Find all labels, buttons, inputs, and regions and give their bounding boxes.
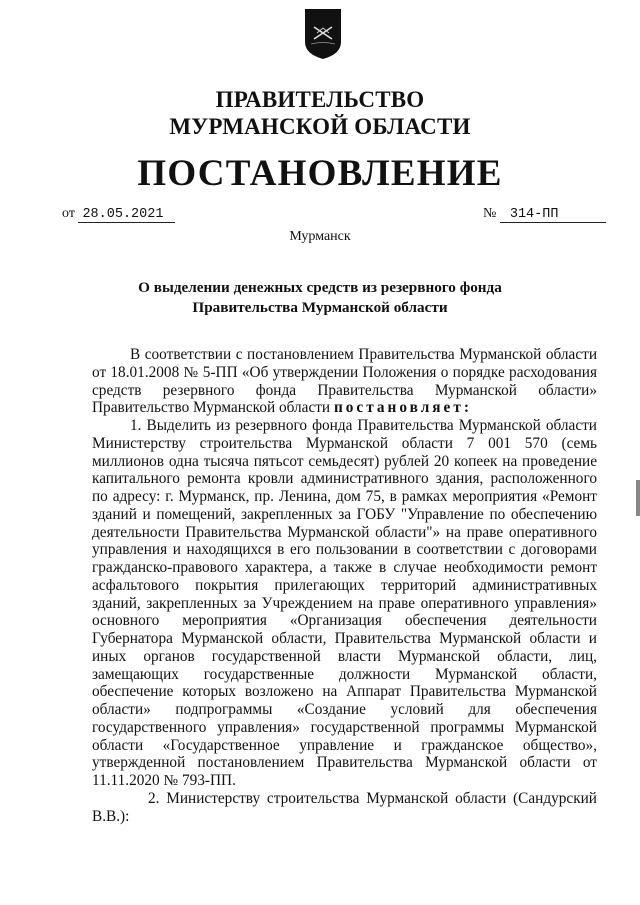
issuing-authority xyxy=(0,86,640,140)
coat-of-arms-emblem xyxy=(303,6,343,60)
preamble-paragraph xyxy=(92,346,597,417)
subject-line-2: Правительства Мурманской области xyxy=(192,299,448,316)
date-prefix: от xyxy=(62,206,75,221)
date-value: 28.05.2021 xyxy=(78,207,175,223)
number-value: 314-ПП xyxy=(500,207,606,223)
scan-edge-mark xyxy=(636,480,640,516)
number-prefix: № xyxy=(483,206,497,221)
document-number xyxy=(483,206,606,223)
document-type-title: ПОСТАНОВЛЕНИЕ xyxy=(137,153,503,194)
authority-line-1: ПРАВИТЕЛЬСТВО xyxy=(215,87,425,112)
document-subject xyxy=(0,278,640,318)
authority-line-2: МУРМАНСКОЙ ОБЛАСТИ xyxy=(169,114,471,139)
issue-city: Мурманск xyxy=(289,229,351,244)
subject-line-1: О выделении денежных средств из резервного фонда xyxy=(138,279,502,296)
decree-word: постановляет: xyxy=(333,399,472,417)
preamble-text: В соответствии с постановлением Правительства Мурманской области от 18.01.2008 № 5-ПП «Об утверждении Положения о порядке расходования средств резервного фонда Правительства Мурманской области» Правительство Мурманской области xyxy=(92,346,597,417)
document-body xyxy=(92,346,597,825)
item-2-paragraph: 2. Министерству строительства Мурманской области (Сандурский В.В.): xyxy=(92,789,597,825)
item-1-paragraph: 1. Выделить из резервного фонда Правительства Мурманской области Министерству строительства Мурманской области 7 001 570 (семь миллионов одна тысяча пятьсот семьдесят) рублей 20 копеек на проведение капитального ремонта кровли административного здания, расположенного по адресу: г. Мурманск, пр. Ленина, дом 75, в рамках мероприятия «Ремонт зданий и помещений, закрепленных за ГОБУ "Управление по обеспечению деятельности Правительства Мурманской области"» на праве оперативного управления и находящихся в его пользовании в соответствии с договорами гражданско-правового характера, а также в случае необходимости ремонт асфальтового покрытия прилегающих территорий административных зданий, закрепленных за Учреждением на праве оперативного управления» основного мероприятия «Организация обеспечения деятельности Губернатора Мурманской области, Правительства Мурманской области и иных органов государственной власти Мурманской области, лиц, замещающих государственные должности Мурманской области, обеспечение которых возложено на Аппарат Правительства Мурманской области» подпрограммы «Создание условий для обеспечения государственного управления» государственной программы Мурманской области «Государственное управление и гражданское общество», утвержденной постановлением Правительства Мурманской области от 11.11.2020 № 793-ПП. xyxy=(92,417,597,789)
document-date xyxy=(62,206,175,223)
